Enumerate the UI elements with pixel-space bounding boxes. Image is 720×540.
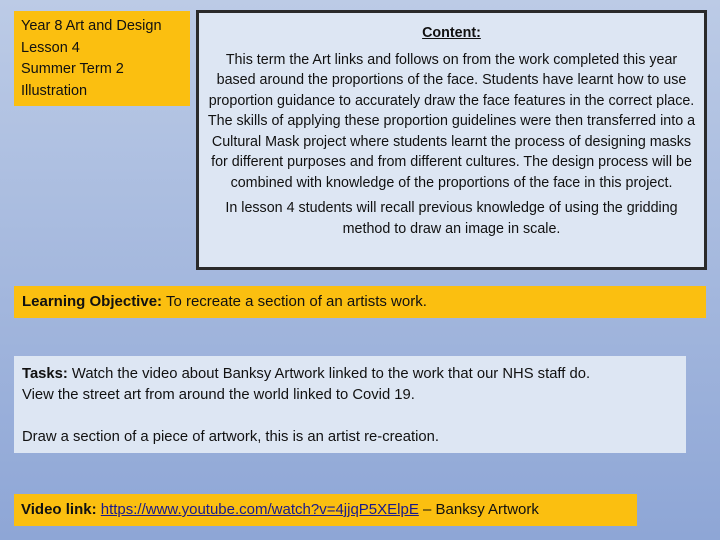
tasks-label: Tasks: bbox=[22, 366, 68, 382]
video-link-label: Video link: bbox=[21, 501, 97, 518]
title-line-lesson: Lesson 4 bbox=[21, 39, 80, 56]
lesson-title-box bbox=[14, 11, 190, 106]
tasks-box bbox=[14, 356, 686, 453]
content-heading: Content: bbox=[422, 25, 481, 41]
tasks-line-3: Draw a section of a piece of artwork, this is an artist re-creation. bbox=[22, 429, 439, 445]
title-line-subject: Year 8 Art and Design bbox=[21, 18, 162, 34]
title-line-term: Summer Term 2 bbox=[21, 61, 124, 77]
content-box bbox=[196, 10, 707, 270]
title-line-topic: Illustration bbox=[21, 82, 88, 99]
video-link-box bbox=[14, 494, 637, 526]
video-link-suffix: – Banksy Artwork bbox=[418, 501, 539, 518]
content-paragraph-2: In lesson 4 students will recall previous knowledge of using the gridding method to draw an image in scale. bbox=[225, 200, 678, 237]
content-paragraph-1: This term the Art links and follows on from the work completed this year based around the proportions of the face. Students have learnt how to use proportion guidance to accurately draw the face features in the correct place. The skills of applying these proportion guidelines were then transferred into a Cultural Mask project where students learnt the process of designing masks for different purposes and from different cultures. The design process will be combined with knowledge of the proportions of the face in this project. bbox=[207, 51, 696, 191]
objective-label: Learning Objective: bbox=[22, 293, 163, 310]
objective-text: To recreate a section of an artists work. bbox=[162, 293, 427, 310]
tasks-line-1: Watch the video about Banksy Artwork linked to the work that our NHS staff do. bbox=[67, 366, 591, 382]
video-link[interactable]: https://www.youtube.com/watch?v=4jjqP5XElpE bbox=[100, 501, 419, 518]
tasks-spacer bbox=[22, 405, 678, 427]
tasks-line-2: View the street art from around the world linked to Covid 19. bbox=[22, 386, 415, 403]
learning-objective-box bbox=[14, 286, 706, 318]
